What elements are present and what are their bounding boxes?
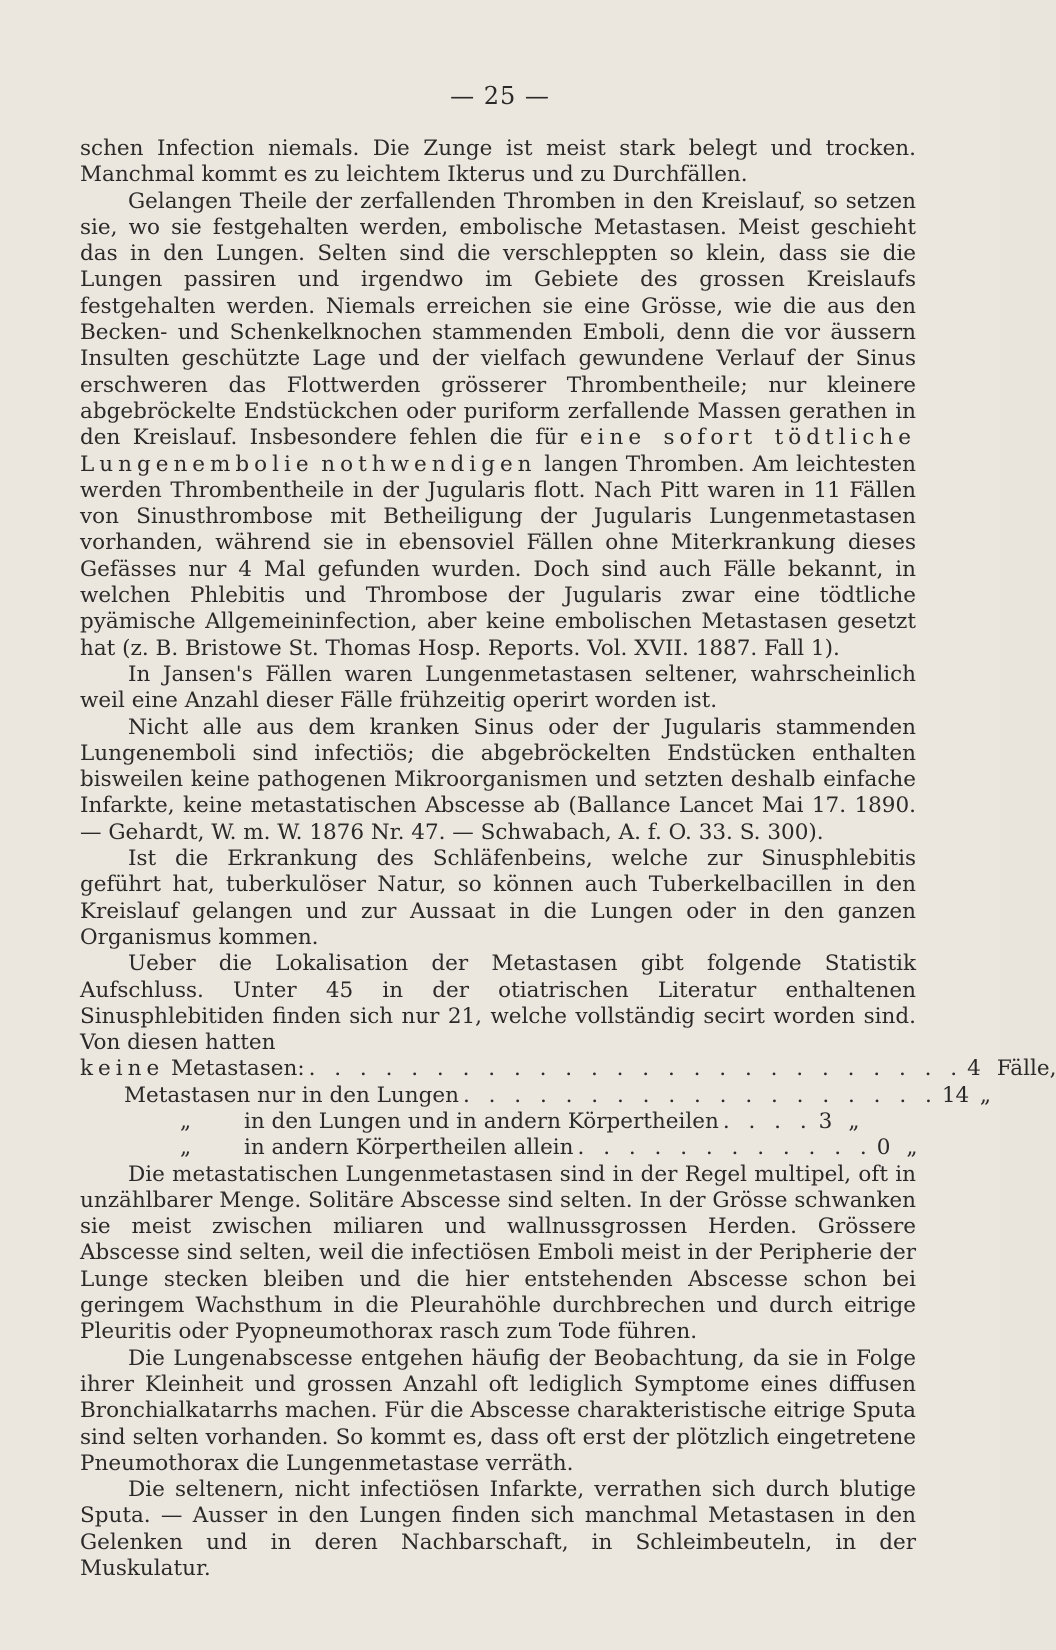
stats-value: 3	[818, 1108, 833, 1134]
stats-label: Metastasen:	[171, 1056, 305, 1082]
statistics-table	[80, 1056, 1056, 1161]
paragraph-4: Nicht alle aus dem kranken Sinus oder der Jugularis stammenden Lungenemboli sind infectiös; die abgebröckelten Endstücken enthalten bisweilen keine pathogenen Mikroorganismen und setzten deshalb einfache Infarkte, keine metastatischen Abscesse ab (Ballance Lancet Mai 17. 1890. — Gehardt, W. m. W. 1876 Nr. 47. — Schwabach, A. f. O. 33. S. 300).	[80, 714, 916, 845]
stats-unit: „	[906, 1135, 918, 1161]
paragraph-3: In Jansen's Fällen waren Lungenmetastasen seltener, wahrscheinlich weil eine Anzahl dieser Fälle frühzeitig operirt worden ist.	[80, 661, 916, 714]
spaced-phrase: eine sofort tödtliche Lungenembolie	[80, 425, 916, 477]
stats-unit: „	[979, 1082, 991, 1108]
leader-dots: . . . .	[722, 1108, 813, 1134]
stats-value: 14	[941, 1082, 970, 1108]
leader-dots: . . . . . . . . . . . . . . . . . . . . . . . . . .	[308, 1056, 964, 1082]
page-number: — 25 —	[450, 82, 550, 110]
stats-row	[80, 1135, 916, 1161]
ditto-mark: „	[180, 1135, 192, 1161]
stats-label: in den Lungen und in andern Körpertheilen	[244, 1108, 719, 1134]
spaced-word: nothwendigen	[321, 451, 537, 477]
leader-dots: . . . . . . . . . . . . . . . . . . .	[462, 1082, 938, 1108]
stats-value: 4	[967, 1056, 981, 1082]
paragraph-2-continued: langen Thromben. Am leichtesten werden Thrombentheile in der Jugularis flott. Nach Pitt waren in 11 Fällen von Sinusthrombose mit Betheiligung der Jugularis Lungenmetastasen vorhanden, während sie in ebensoviel Fällen ohne Miterkrankung dieses Gefässes nur 4 Mal gefunden wurden. Doch sind auch Fälle bekannt, in welchen Phlebitis und Thrombose der Jugularis zwar eine tödtliche pyämische Allgemeininfection, aber keine embolischen Metastasen gesetzt hat (z. B. Bristowe St. Thomas Hosp. Reports. Vol. XVII. 1887. Fall 1).	[80, 451, 916, 661]
stats-label: in andern Körpertheilen allein	[244, 1135, 574, 1161]
paragraph-2	[80, 189, 916, 662]
spaced-keine: keine	[80, 1056, 165, 1082]
stats-value: 0	[876, 1135, 891, 1161]
stats-label: Metastasen nur in den Lungen	[124, 1082, 459, 1108]
ditto-mark: „	[180, 1108, 192, 1134]
leader-dots: . . . . . . . . . . . .	[577, 1135, 873, 1161]
paragraph-7: Die metastatischen Lungenmetastasen sind in der Regel multipel, oft in unzählbarer Menge. Solitäre Abscesse sind selten. In der Grösse schwanken sie meist zwischen miliaren und wallnussgrossen Herden. Grössere Abscesse sind selten, weil die infectiösen Emboli meist in der Peripherie der Lunge stecken bleiben und die hier entstehenden Abscesse schon bei geringem Wachsthum in die Pleurahöhle durchbrechen und durch eitrige Pleuritis oder Pyopneumothorax rasch zum Tode führen.	[80, 1161, 916, 1345]
paragraph-1: schen Infection niemals. Die Zunge ist meist stark belegt und trocken. Manchmal kommt es zu leichtem Ikterus und zu Durchfällen.	[80, 136, 916, 188]
paragraph-8: Die Lungenabscesse entgehen häufig der Beobachtung, da sie in Folge ihrer Kleinheit und grossen Anzahl oft lediglich Symptome eines diffusen Bronchialkatarrhs machen. Für die Abscesse charakteristische eitrige Sputa sind selten vorhanden. So kommt es, dass oft erst der plötzlich eingetretene Pneumothorax die Lungenmetastase verräth.	[80, 1345, 916, 1476]
stats-row	[80, 1109, 916, 1135]
stats-row	[80, 1082, 991, 1109]
stats-row	[80, 1056, 1056, 1082]
paragraph-2-text: Gelangen Theile der zerfallenden Thromben in den Kreislauf, so setzen sie, wo sie festgehalten werden, embolische Metastasen. Meist geschieht das in den Lungen. Selten sind die verschleppten so klein, dass sie die Lungen passiren und irgendwo im Gebiete des grossen Kreislaufs festgehalten werden. Niemals erreichen sie eine Grösse, wie die aus den Becken- und Schenkelknochen stammenden Emboli, denn die vor äussern Insulten geschützte Lage und der vielfach gewundene Verlauf der Sinus erschweren das Flottwerden grösserer Thrombentheile; nur kleinere abgebröckelte Endstückchen oder puriform zerfallende Massen gerathen in den Kreislauf. Insbesondere fehlen die für	[80, 188, 916, 451]
paragraph-5: Ist die Erkrankung des Schläfenbeins, welche zur Sinusphlebitis geführt hat, tuberkulöser Natur, so können auch Tuberkelbacillen in den Kreislauf gelangen und zur Aussaat in die Lungen oder in den ganzen Organismus kommen.	[80, 846, 916, 950]
stats-unit: „	[848, 1108, 860, 1134]
paragraph-6: Ueber die Lokalisation der Metastasen gibt folgende Statistik Aufschluss. Unter 45 in der otiatrischen Literatur enthaltenen Sinusphlebitiden finden sich nur 21, welche vollständig secirt worden sind. Von diesen hatten	[80, 951, 916, 1056]
paragraph-9: Die seltenern, nicht infectiösen Infarkte, verrathen sich durch blutige Sputa. — Ausser in den Lungen finden sich manchmal Metastasen in den Gelenken und in deren Nachbarschaft, in Schleimbeuteln, in der Muskulatur.	[80, 1477, 916, 1582]
stats-unit: Fälle,	[996, 1056, 1056, 1082]
body-text	[80, 136, 1056, 1582]
